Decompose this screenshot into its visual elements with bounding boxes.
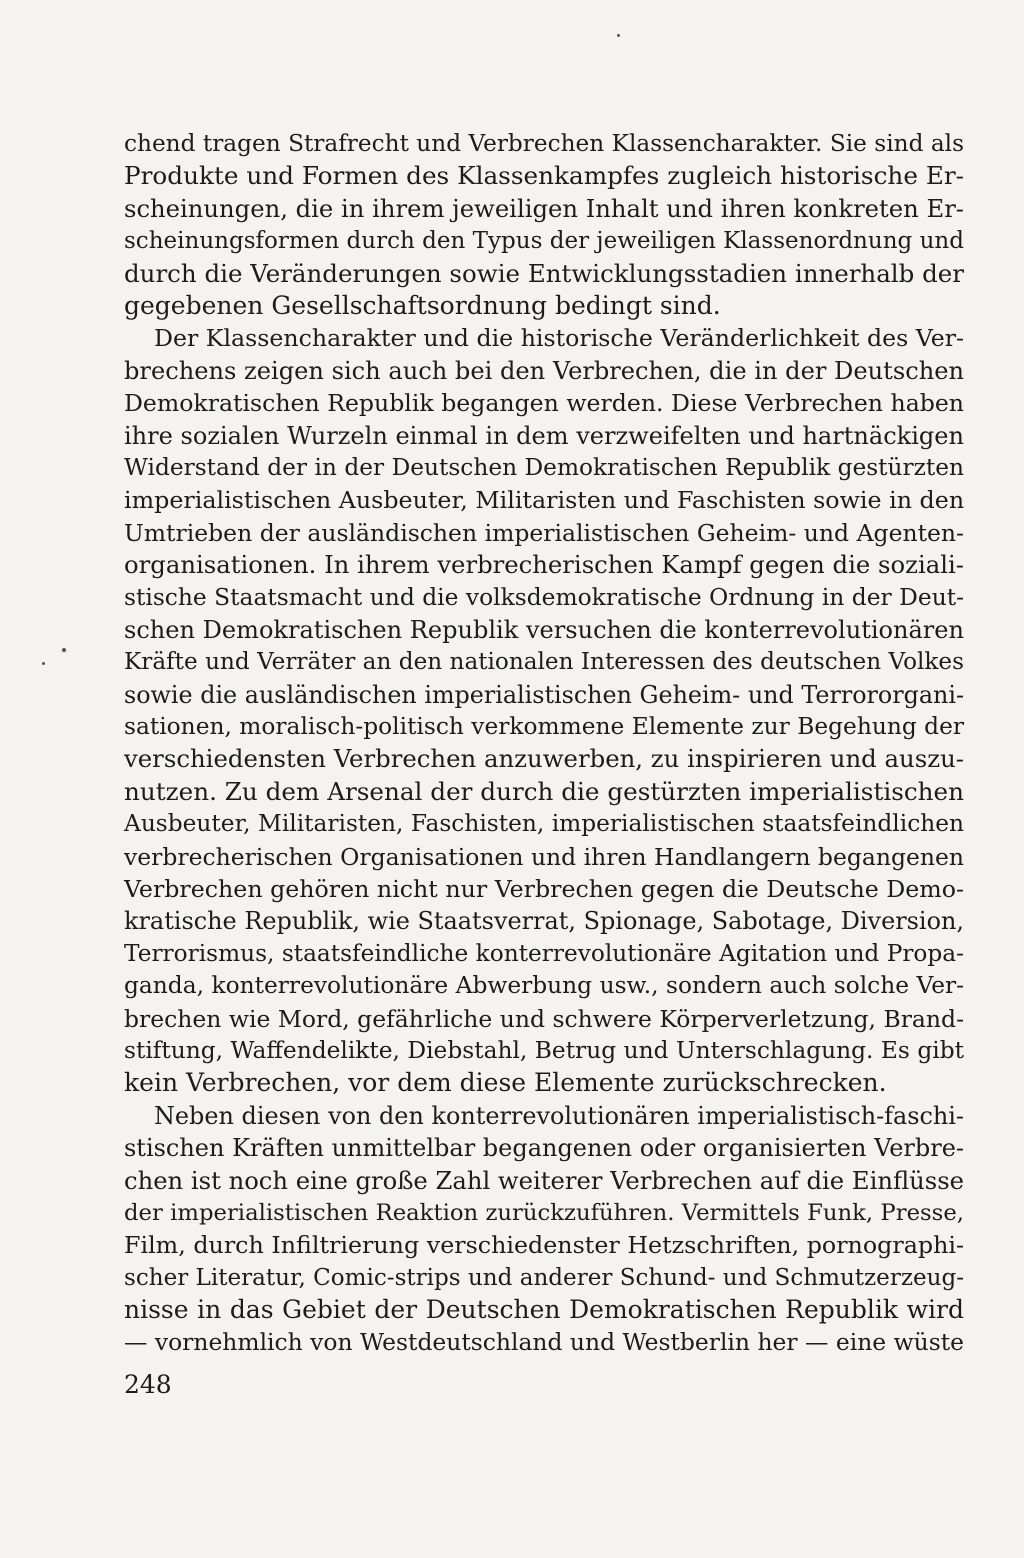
text-line: Film, durch Infiltrierung verschiedenster Hetzschriften, pornographi- (124, 1231, 964, 1260)
text-line: nisse in das Gebiet der Deutschen Demokratischen Republik wird (124, 1295, 964, 1325)
text-line: brechens zeigen sich auch bei den Verbrechen, die in der Deutschen (124, 356, 964, 385)
text-line: verbrecherischen Organisationen und ihren Handlangern begangenen (124, 842, 964, 871)
text-line: ganda, konterrevolutionäre Abwerbung usw., sondern auch solche Ver- (124, 972, 964, 1000)
text-line: Ausbeuter, Militaristen, Faschisten, imperialistischen staatsfeindlichen (124, 810, 964, 838)
text-line: kratische Republik, wie Staatsverrat, Spionage, Sabotage, Diversion, (124, 907, 964, 936)
text-line: stische Staatsmacht und die volksdemokratische Ordnung in der Deut- (124, 583, 964, 612)
page-number: 248 (124, 1370, 172, 1399)
text-line: der imperialistischen Reaktion zurückzuführen. Vermittels Funk, Presse, (124, 1199, 964, 1226)
text-line: nutzen. Zu dem Arsenal der durch die gestürzten imperialistischen (124, 776, 964, 806)
text-line: Terrorismus, staatsfeindliche konterrevolutionäre Agitation und Propa- (124, 939, 964, 967)
text-line: organisationen. In ihrem verbrecherischen Kampf gegen die soziali- (124, 550, 964, 580)
text-line: Widerstand der in der Deutschen Demokratischen Republik gestürzten (124, 453, 964, 481)
text-line: schen Demokratischen Republik versuchen die konterrevolutionären (124, 615, 964, 644)
text-line: Kräfte und Verräter an den nationalen Interessen des deutschen Volkes (124, 649, 964, 676)
ink-speck (62, 648, 66, 652)
text-line: stiftung, Waffendelikte, Diebstahl, Betrug und Unterschlagung. Es gibt (124, 1036, 964, 1064)
text-line: Neben diesen von den konterrevolutionären imperialistisch-faschi- (154, 1101, 964, 1130)
body-text (124, 128, 964, 1359)
text-line: Verbrechen gehören nicht nur Verbrechen gegen die Deutsche Demo- (124, 874, 964, 903)
ink-speck (617, 34, 620, 37)
text-line: stischen Kräften unmittelbar begangenen oder organisierten Verbre- (124, 1134, 964, 1163)
text-line: brechen wie Mord, gefährliche und schwere Körperverletzung, Brand- (124, 1004, 964, 1033)
text-line: scheinungen, die in ihrem jeweiligen Inhalt und ihren konkreten Er- (124, 193, 964, 223)
text-line: kein Verbrechen, vor dem diese Elemente zurückschrecken. (124, 1068, 887, 1098)
ink-speck (42, 662, 45, 665)
text-line: chend tragen Strafrecht und Verbrechen Klassencharakter. Sie sind als (124, 130, 964, 157)
text-line: sowie die ausländischen imperialistischen Geheim- und Terrororgani- (124, 680, 964, 709)
text-line: verschiedensten Verbrechen anzuwerben, zu inspirieren und auszu- (124, 744, 964, 774)
text-line: sationen, moralisch-politisch verkommene Elemente zur Begehung der (124, 713, 964, 741)
text-line: Umtrieben der ausländischen imperialistischen Geheim- und Agenten- (124, 518, 964, 547)
text-line: ihre sozialen Wurzeln einmal in dem verzweifelten und hartnäckigen (124, 421, 964, 450)
text-line: — vornehmlich von Westdeutschland und Westberlin her — eine wüste (124, 1328, 964, 1357)
text-line: scheinungsformen durch den Typus der jeweiligen Klassenordnung und (124, 228, 964, 255)
text-line: scher Literatur, Comic-strips und anderer Schund- und Schmutzerzeug- (124, 1264, 965, 1291)
text-line: gegebenen Gesellschaftsordnung bedingt sind. (124, 290, 721, 320)
text-line: Produkte und Formen des Klassenkampfes zugleich historische Er- (124, 161, 964, 191)
text-line: chen ist noch eine große Zahl weiterer Verbrechen auf die Einflüsse (124, 1165, 964, 1195)
text-line: Der Klassencharakter und die historische Veränderlichkeit des Ver- (154, 324, 964, 353)
text-line: Demokratischen Republik begangen werden. Diese Verbrechen haben (124, 389, 964, 418)
text-line: durch die Veränderungen sowie Entwicklungsstadien innerhalb der (124, 258, 964, 288)
text-line: imperialistischen Ausbeuter, Militaristen und Faschisten sowie in den (124, 486, 965, 515)
